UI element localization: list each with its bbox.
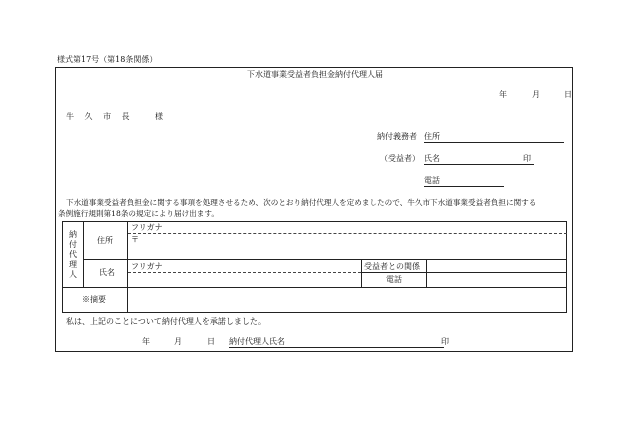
obligor-phone-field[interactable] <box>424 177 504 187</box>
obligor-address-field[interactable] <box>424 133 564 143</box>
date-year-label: 年 <box>499 90 507 99</box>
obligor-address-label: 住所 <box>424 132 440 141</box>
obligor-beneficiary-label: （受益者） <box>380 154 420 163</box>
side-char-4: 理 <box>69 260 77 269</box>
obligor-name-field[interactable] <box>424 155 534 165</box>
addressee-name: 牛 久 市 長 <box>66 112 134 121</box>
date-day-label: 日 <box>564 90 572 99</box>
body-text-line1: 下水道事業受益者負担金に関する事項を処理させるため、次のとおり納付代理人を定めましたので、牛久市下水道事業受益者負担に関する <box>66 198 537 207</box>
body-text-line2: 条例施行規則第18条の規定により届け出ます。 <box>58 209 219 218</box>
agent-name-furigana-label: フリガナ <box>131 262 163 271</box>
form-number: 様式第17号（第18条関係） <box>57 55 158 64</box>
agent-phone-label: 電話 <box>386 275 402 284</box>
obligor-seal: 印 <box>523 154 531 163</box>
agent-signature-seal: 印 <box>441 337 449 346</box>
agent-signature-label: 納付代理人氏名 <box>229 337 285 346</box>
date-month-label: 月 <box>532 90 540 99</box>
side-char-2: 付 <box>69 240 77 249</box>
obligor-role-label: 納付義務者 <box>377 132 417 141</box>
agent-side-label <box>67 230 79 280</box>
remarks-label: ※摘要 <box>82 295 106 304</box>
sign-year-label: 年 <box>142 337 150 346</box>
obligor-phone-label: 電話 <box>424 176 440 185</box>
form-title: 下水道事業受益者負担金納付代理人届 <box>247 70 383 79</box>
agent-postal-mark[interactable]: 〒 <box>131 235 139 244</box>
consent-text: 私は、上記のことについて納付代理人を承諾しました。 <box>66 317 266 326</box>
agent-address-label: 住所 <box>97 236 113 245</box>
sign-month-label: 月 <box>174 337 182 346</box>
addressee-honorific: 様 <box>155 112 163 121</box>
agent-address-furigana-label: フリガナ <box>131 223 163 232</box>
side-char-5: 人 <box>69 270 77 279</box>
agent-signature-field[interactable] <box>229 338 444 348</box>
sign-day-label: 日 <box>207 337 215 346</box>
agent-relationship-label: 受益者との関係 <box>364 262 420 271</box>
obligor-name-label: 氏名 <box>424 154 440 163</box>
side-char-1: 納 <box>69 230 77 239</box>
side-char-3: 代 <box>69 250 77 259</box>
agent-name-label: 氏名 <box>99 268 115 277</box>
